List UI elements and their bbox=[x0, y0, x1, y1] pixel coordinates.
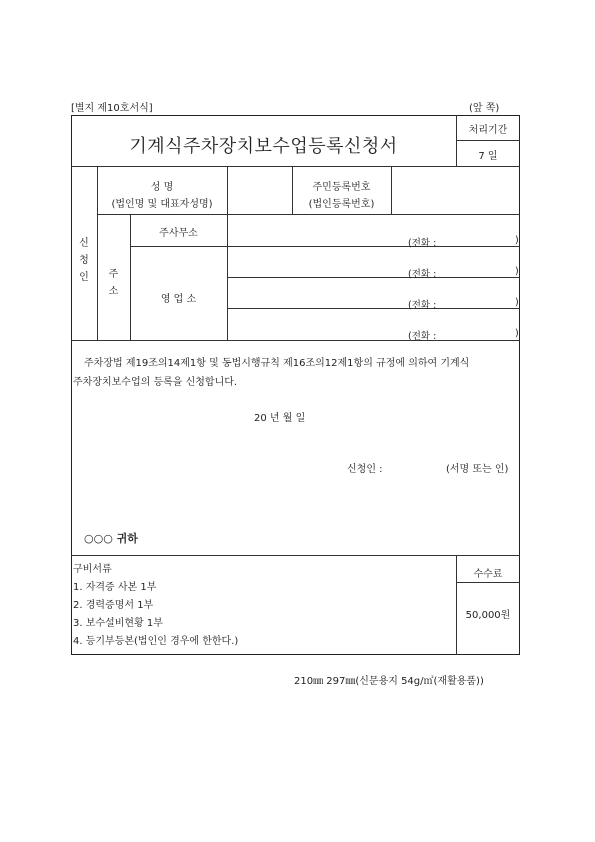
office-phone-label: (전화 : bbox=[408, 238, 437, 249]
business-phone-3-label: (전화 : bbox=[408, 331, 437, 342]
resident-id-label: 주민등록번호 bbox=[312, 182, 371, 193]
business-phone-3-close: ) bbox=[515, 328, 519, 339]
document-item-2: 2. 경력증명서 1부 bbox=[73, 600, 154, 611]
main-office-label: 주사무소 bbox=[159, 228, 198, 239]
document-item-1: 1. 자격증 사본 1부 bbox=[73, 582, 157, 593]
form-number: [별지 제10호서식] bbox=[71, 103, 153, 114]
address-label-2: 소 bbox=[108, 286, 119, 297]
business-phone-1-label: (전화 : bbox=[408, 269, 437, 280]
addressee: ○○○ 귀하 bbox=[84, 532, 138, 545]
business-phone-1-close: ) bbox=[515, 266, 519, 277]
business-phone-2-close: ) bbox=[515, 297, 519, 308]
processing-period-value: 7 일 bbox=[478, 151, 498, 162]
business-office-label: 영 업 소 bbox=[160, 294, 197, 305]
applicant-label-3: 인 bbox=[79, 272, 89, 283]
signer-label: 신청인 : bbox=[347, 464, 383, 475]
resident-id-sublabel: (법인등록번호) bbox=[308, 199, 375, 210]
office-phone-close: ) bbox=[515, 235, 519, 246]
name-label: 성 명 bbox=[150, 182, 174, 193]
paper-spec-footer: 210㎜ 297㎜(신문용지 54g/㎡(재활용품)) bbox=[294, 676, 484, 687]
document-item-4: 4. 등기부등본(법인인 경우에 한한다.) bbox=[73, 636, 239, 647]
document-item-3: 3. 보수설비현황 1부 bbox=[73, 618, 163, 629]
page-side: (앞 쪽) bbox=[469, 103, 500, 114]
application-date: 20 년 월 일 bbox=[254, 413, 306, 424]
statement-line-1: 주차장법 제19조의14제1항 및 동법시행규칙 제16조의12제1항의 규정에 의하여 기계식 bbox=[84, 358, 470, 369]
documents-header: 구비서류 bbox=[73, 564, 112, 575]
processing-period-label: 처리기간 bbox=[468, 125, 508, 136]
business-phone-2-label: (전화 : bbox=[408, 300, 437, 311]
address-label-1: 주 bbox=[108, 269, 119, 280]
applicant-label-2: 청 bbox=[79, 255, 89, 266]
fee-label: 수수료 bbox=[473, 569, 503, 580]
fee-value: 50,000원 bbox=[465, 610, 511, 621]
form-title: 기계식주차장치보수업등록신청서 bbox=[129, 136, 398, 157]
signature-hint: (서명 또는 인) bbox=[446, 464, 509, 475]
name-sublabel: (법인명 및 대표자성명) bbox=[111, 199, 213, 210]
applicant-label-1: 신 bbox=[79, 238, 89, 249]
statement-line-2: 주차장치보수업의 등록을 신청합니다. bbox=[73, 377, 238, 388]
